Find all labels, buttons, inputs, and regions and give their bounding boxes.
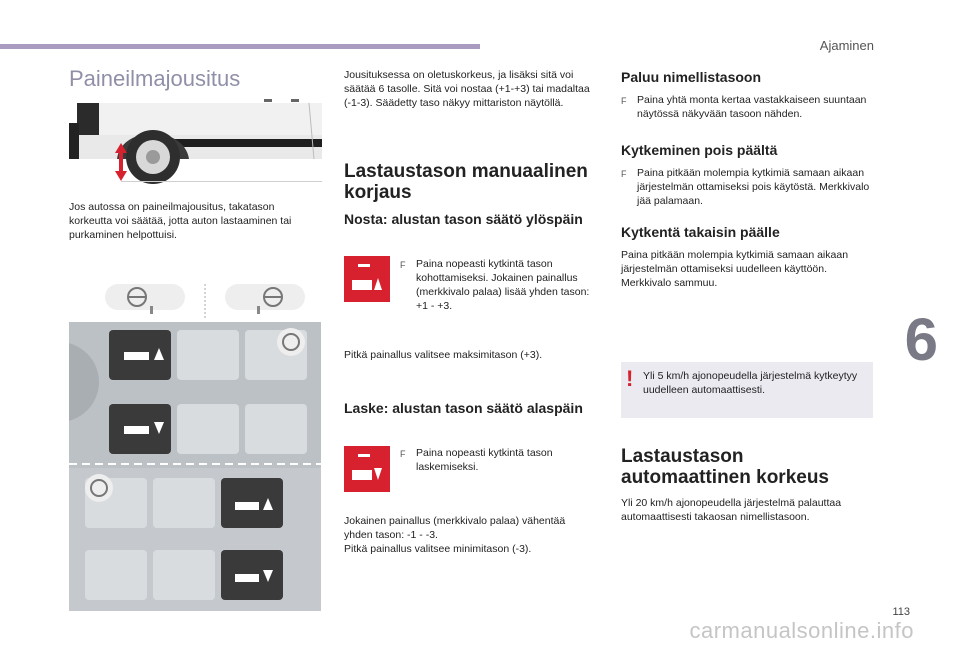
- heading-manual-correction: Lastaustason manuaalinen korjaus: [344, 161, 588, 203]
- heading-raise: Nosta: alustan tason säätö ylöspäin: [344, 211, 583, 227]
- off-bullet: [621, 166, 876, 208]
- van-rear-illustration: [69, 95, 322, 189]
- warning-text: Yli 5 km/h ajonopeudella järjestelmä kytkeytyy uudelleen automaattisesti.: [643, 370, 858, 396]
- section-title: Ajaminen: [819, 38, 874, 53]
- bullet-marker: F: [621, 169, 627, 179]
- header-accent-bar: [0, 44, 480, 49]
- warning-icon: !: [626, 366, 634, 391]
- switch-on-text: Paina pitkään molempia kytkimiä samaan aikaan järjestelmän ottamiseksi uudelleen käyttöön. Merkkivalo sammuu.: [621, 249, 849, 289]
- heading-return-nominal: Paluu nimellistasoon: [621, 69, 762, 85]
- bullet-marker: F: [400, 449, 406, 459]
- heading-auto-height: Lastaustason automaattinen korkeus: [621, 446, 829, 488]
- lower-bullet: [400, 446, 594, 474]
- switch-panel-illustration: [69, 322, 321, 611]
- heading-switch-on: Kytkentä takaisin päälle: [621, 224, 780, 240]
- raise-bullet: [400, 257, 594, 313]
- return-bullet: [621, 93, 876, 121]
- auto-height-text: Yli 20 km/h ajonopeudella järjestelmä palauttaa automaattisesti takaosan nimellistasoon.: [621, 497, 842, 523]
- off-bullet-text: Paina pitkään molempia kytkimiä samaan aikaan järjestelmän ottamiseksi pois käytöstä. Merkkivalo jää palamaan.: [637, 167, 870, 207]
- page-number: 113: [892, 606, 910, 618]
- raise-bullet-text: Paina nopeasti kytkintä tason kohottamiseksi. Jokainen painallus (merkkivalo palaa) lisää yhden tason: +1 - +3.: [416, 258, 590, 312]
- heading-lower: Laske: alustan tason säätö alaspäin: [344, 400, 583, 416]
- intro-text: Jos autossa on paineilmajousitus, takatason korkeutta voi säätää, jotta auton lastaaminen tai purkaminen helpottuisi.: [69, 201, 292, 241]
- lower-switch-icon: [344, 446, 390, 492]
- raise-switch-icon: [344, 256, 390, 302]
- watermark-text: carmanualsonline.info: [689, 618, 914, 643]
- lower-note-1: Jokainen painallus (merkkivalo palaa) vähentää yhden tason: -1 - -3.: [344, 515, 566, 541]
- bullet-marker: F: [400, 260, 406, 270]
- chapter-number: 6: [904, 306, 938, 373]
- return-bullet-text: Paina yhtä monta kertaa vastakkaiseen suuntaan näytössä näkyvään tasoon nähden.: [637, 94, 867, 120]
- lower-bullet-text: Paina nopeasti kytkintä tason laskemiseksi.: [416, 447, 553, 473]
- steering-switch-icons: [105, 284, 305, 318]
- warning-note: [621, 362, 873, 418]
- page-title: Paineilmajousitus: [69, 66, 241, 91]
- col2-intro: Jousituksessa on oletuskorkeus, ja lisäksi sitä voi säätää 6 tasolle. Sitä voi nostaa (+1-+3) tai madaltaa (-1-3). Säädetty taso näkyy mittariston näytöllä.: [344, 69, 590, 109]
- bullet-marker: F: [621, 96, 627, 106]
- heading-switch-off: Kytkeminen pois päältä: [621, 142, 778, 158]
- raise-note: Pitkä painallus valitsee maksimitason (+3).: [344, 349, 543, 361]
- lower-note-2: Pitkä painallus valitsee minimitason (-3).: [344, 543, 532, 555]
